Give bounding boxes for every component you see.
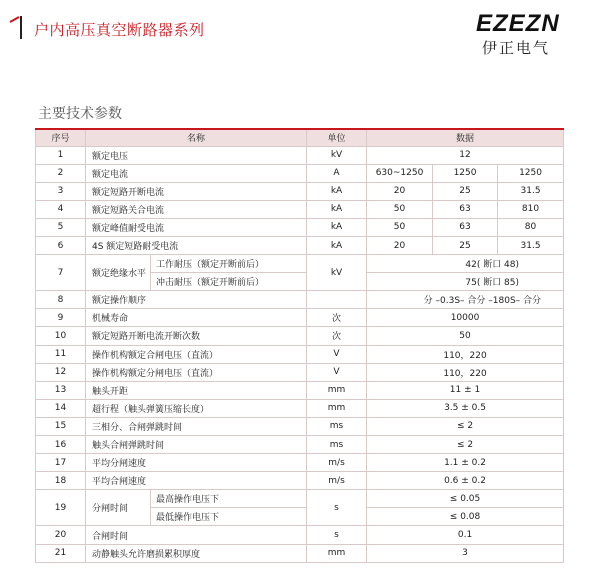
logo-wordmark: EZEZN	[476, 10, 560, 37]
param-value: 50	[367, 218, 433, 236]
param-name: 分闸时间	[86, 490, 151, 526]
param-unit: 次	[307, 309, 367, 327]
param-name: 额定电压	[86, 146, 307, 164]
param-name: 额定电流	[86, 164, 307, 182]
param-value: 25	[433, 182, 498, 200]
param-name: 操作机构额定分闸电压（直流）	[86, 363, 307, 381]
param-subname: 最高操作电压下	[151, 490, 307, 508]
param-unit: ms	[307, 436, 367, 454]
param-value: 10000	[367, 309, 564, 327]
param-value: 50	[367, 200, 433, 218]
table-header-row	[36, 129, 564, 146]
param-subname: 最低操作电压下	[151, 508, 307, 526]
param-unit: kA	[307, 200, 367, 218]
param-unit: 次	[307, 327, 367, 345]
param-unit	[307, 291, 367, 309]
header-no: 序号	[36, 129, 86, 146]
table-row	[36, 399, 564, 417]
param-name: 超行程（触头弹簧压缩长度）	[86, 399, 307, 417]
row-number: 7	[36, 255, 86, 291]
param-unit: kA	[307, 182, 367, 200]
param-unit: A	[307, 164, 367, 182]
param-unit: kA	[307, 218, 367, 236]
row-number: 1	[36, 146, 86, 164]
row-number: 15	[36, 417, 86, 435]
header-data: 数据	[367, 129, 564, 146]
row-number: 20	[36, 526, 86, 544]
param-value: ≤ 2	[367, 436, 564, 454]
param-name: 额定短路开断电流	[86, 182, 307, 200]
param-value: 分 –0.3S– 合分 –180S– 合分	[367, 291, 564, 309]
table-row	[36, 526, 564, 544]
table-row	[36, 164, 564, 182]
param-value: 11 ± 1	[367, 381, 564, 399]
table-row	[36, 490, 564, 508]
param-unit: mm	[307, 544, 367, 562]
param-value: ≤ 0.08	[367, 508, 564, 526]
param-name: 额定短路开断电流开断次数	[86, 327, 307, 345]
param-unit: mm	[307, 399, 367, 417]
param-value: ≤ 2	[367, 417, 564, 435]
row-number: 12	[36, 363, 86, 381]
param-value: 63	[433, 200, 498, 218]
param-value: 31.5	[498, 182, 564, 200]
row-number: 14	[36, 399, 86, 417]
spec-table	[35, 128, 564, 563]
table-row	[36, 363, 564, 381]
param-subname: 工作耐压（额定开断前后）	[151, 255, 307, 273]
row-number: 18	[36, 472, 86, 490]
table-row	[36, 544, 564, 562]
param-value: 630~1250	[367, 164, 433, 182]
param-name: 额定短路关合电流	[86, 200, 307, 218]
table-row	[36, 146, 564, 164]
param-name: 触头开距	[86, 381, 307, 399]
param-unit: s	[307, 490, 367, 526]
row-number: 4	[36, 200, 86, 218]
param-unit: s	[307, 526, 367, 544]
param-value: 0.1	[367, 526, 564, 544]
param-name: 三相分、合闸弹跳时间	[86, 417, 307, 435]
param-value: 20	[367, 182, 433, 200]
param-value: 110，220	[367, 363, 564, 381]
param-unit: m/s	[307, 472, 367, 490]
param-value: 110，220	[367, 345, 564, 363]
header-name: 名称	[86, 129, 307, 146]
row-number: 17	[36, 454, 86, 472]
header-unit: 单位	[307, 129, 367, 146]
param-value: 1.1 ± 0.2	[367, 454, 564, 472]
param-unit: kV	[307, 255, 367, 291]
table-row	[36, 236, 564, 254]
param-unit: V	[307, 345, 367, 363]
param-value: 3.5 ± 0.5	[367, 399, 564, 417]
table-row	[36, 218, 564, 236]
table-row	[36, 255, 564, 273]
table-row	[36, 345, 564, 363]
row-number: 8	[36, 291, 86, 309]
param-name: 平均分闸速度	[86, 454, 307, 472]
row-number: 3	[36, 182, 86, 200]
param-name: 额定操作顺序	[86, 291, 307, 309]
param-name: 4S 额定短路耐受电流	[86, 236, 307, 254]
param-value: ≤ 0.05	[367, 490, 564, 508]
table-row	[36, 436, 564, 454]
logo-company-name: 伊正电气	[482, 39, 551, 57]
row-number: 6	[36, 236, 86, 254]
param-unit: kV	[307, 146, 367, 164]
row-number: 13	[36, 381, 86, 399]
row-number: 19	[36, 490, 86, 526]
param-name: 合闸时间	[86, 526, 307, 544]
row-number: 5	[36, 218, 86, 236]
param-value: 0.6 ± 0.2	[367, 472, 564, 490]
section-title: 主要技术参数	[38, 106, 122, 122]
table-row	[36, 381, 564, 399]
param-value: 50	[367, 327, 564, 345]
param-value: 25	[433, 236, 498, 254]
param-name: 机械寿命	[86, 309, 307, 327]
table-row	[36, 291, 564, 309]
param-name: 触头合闸弹跳时间	[86, 436, 307, 454]
header-mark-icon	[8, 14, 26, 40]
row-number: 21	[36, 544, 86, 562]
param-value: 3	[367, 544, 564, 562]
param-unit: kA	[307, 236, 367, 254]
param-value: 75( 断口 85)	[367, 273, 564, 291]
param-unit: mm	[307, 381, 367, 399]
param-value: 42( 断口 48)	[367, 255, 564, 273]
param-subname: 冲击耐压（额定开断前后）	[151, 273, 307, 291]
param-name: 额定峰值耐受电流	[86, 218, 307, 236]
param-value: 1250	[498, 164, 564, 182]
param-unit: ms	[307, 417, 367, 435]
table-row	[36, 200, 564, 218]
param-value: 1250	[433, 164, 498, 182]
param-value: 12	[367, 146, 564, 164]
brand-logo	[476, 10, 588, 58]
param-unit: m/s	[307, 454, 367, 472]
row-number: 16	[36, 436, 86, 454]
page-title: 户内高压真空断路器系列	[34, 21, 205, 39]
table-row	[36, 327, 564, 345]
param-name: 操作机构额定合闸电压（直流）	[86, 345, 307, 363]
param-unit: V	[307, 363, 367, 381]
param-name: 平均合闸速度	[86, 472, 307, 490]
row-number: 10	[36, 327, 86, 345]
param-value: 20	[367, 236, 433, 254]
param-name: 动静触头允许磨损累积厚度	[86, 544, 307, 562]
param-name: 额定绝缘水平	[86, 255, 151, 291]
row-number: 9	[36, 309, 86, 327]
table-row	[36, 454, 564, 472]
param-value: 80	[498, 218, 564, 236]
table-row	[36, 182, 564, 200]
param-value: 63	[433, 218, 498, 236]
table-row	[36, 417, 564, 435]
row-number: 2	[36, 164, 86, 182]
row-number: 11	[36, 345, 86, 363]
table-row	[36, 309, 564, 327]
param-value: 810	[498, 200, 564, 218]
param-value: 31.5	[498, 236, 564, 254]
table-row	[36, 472, 564, 490]
